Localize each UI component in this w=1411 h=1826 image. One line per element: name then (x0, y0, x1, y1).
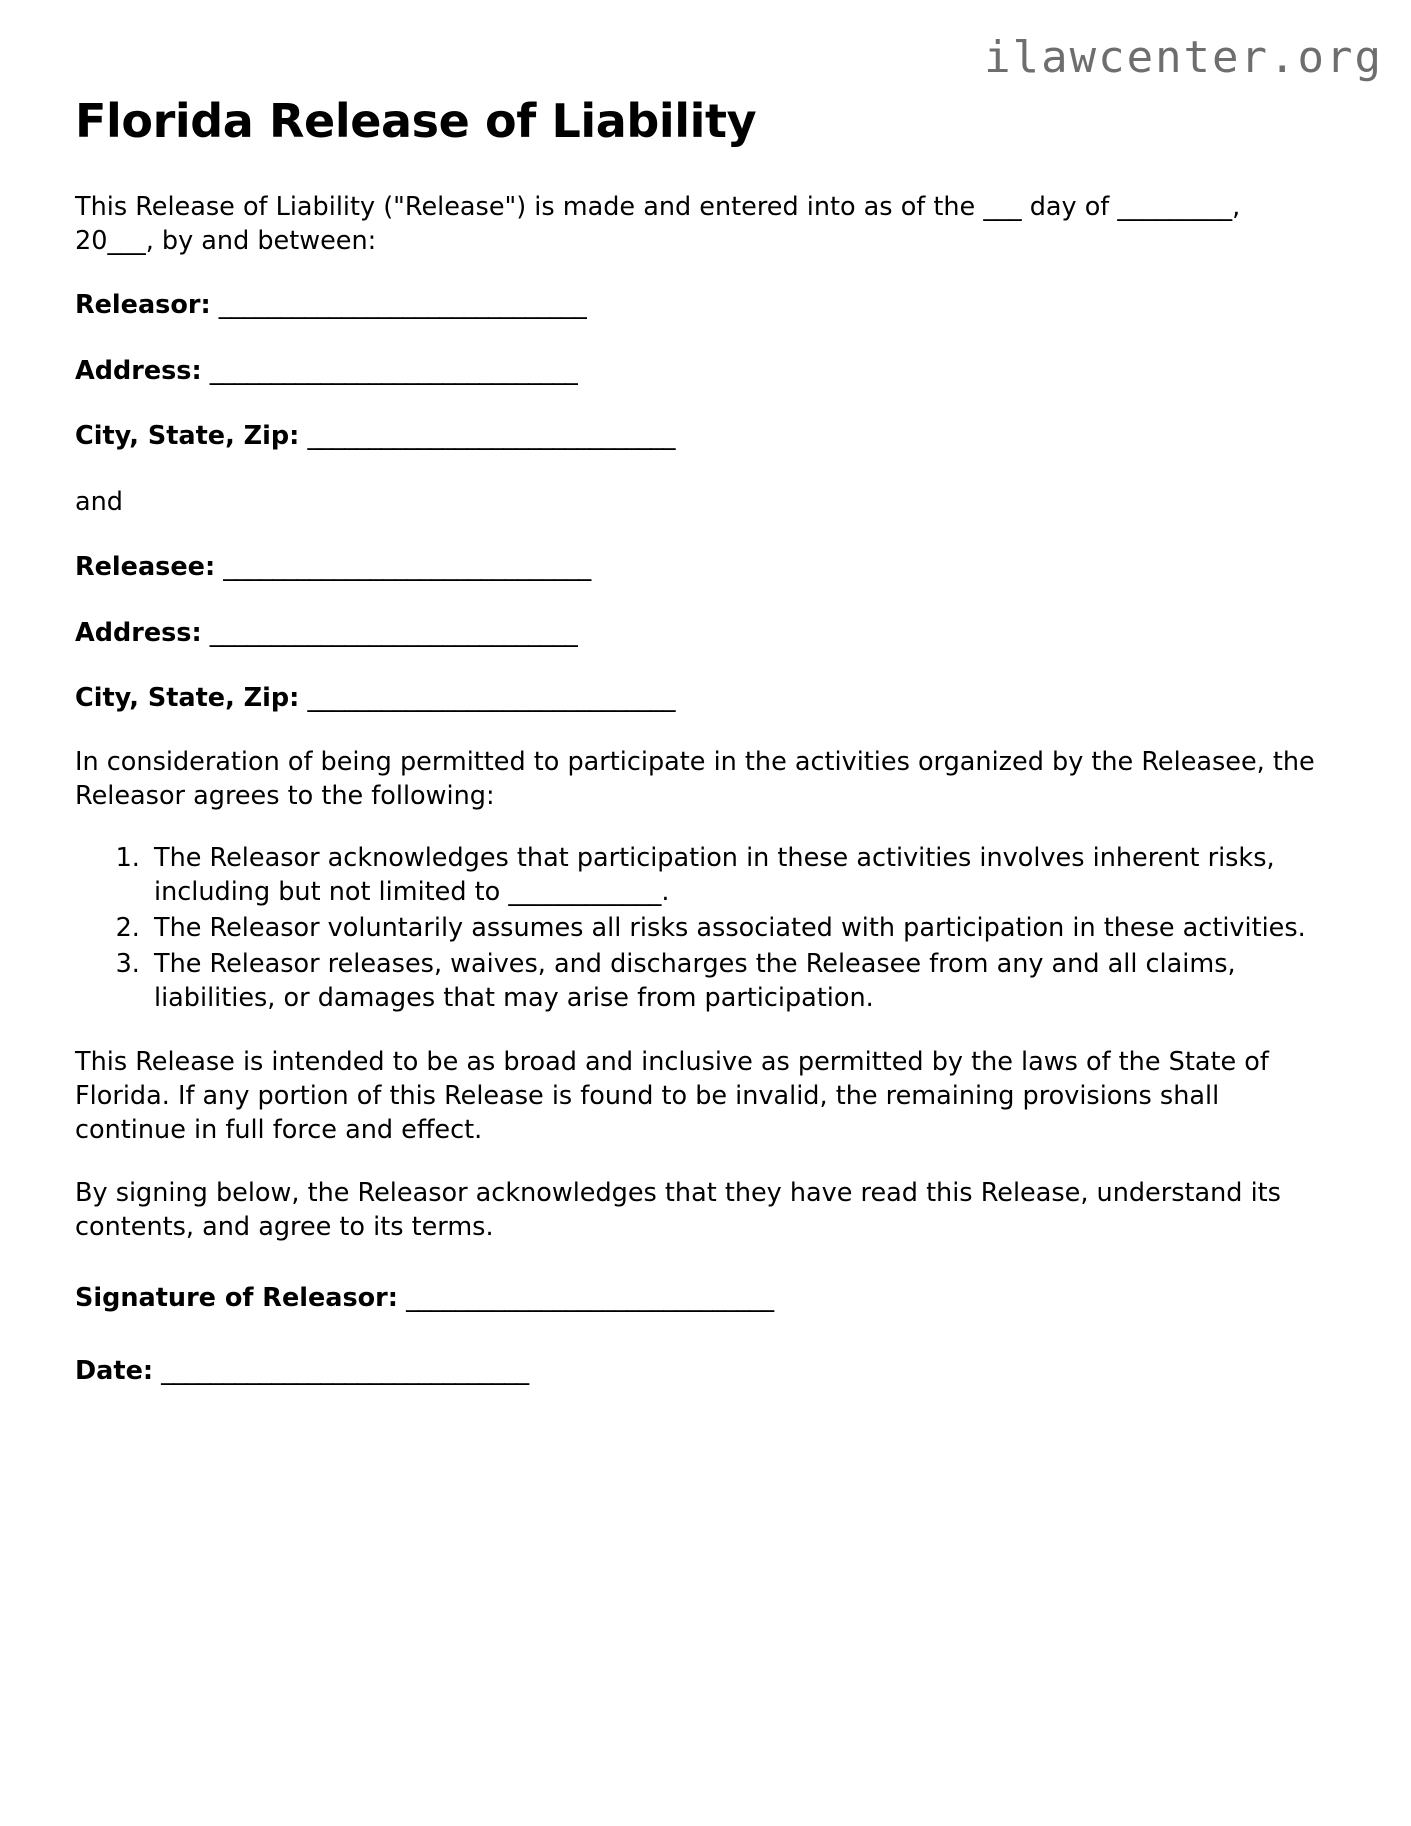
releasee-address-label: Address: (75, 617, 202, 648)
releasor-name-blank[interactable]: ______________________________ (218, 290, 587, 321)
releasee-city-label: City, State, Zip: (75, 682, 300, 713)
site-watermark: ilawcenter.org (984, 32, 1383, 83)
releasor-address-blank[interactable]: ______________________________ (209, 355, 578, 386)
releasee-address-blank[interactable]: ______________________________ (209, 617, 578, 648)
list-item: 2. The Releasor voluntarily assumes all risks associated with participation in these activities. (148, 912, 1325, 946)
conjunction-and: and (75, 486, 123, 517)
signature-row (75, 1281, 1325, 1315)
releasee-name-row (75, 550, 1325, 584)
consideration-paragraph: In consideration of being permitted to participate in the activities organized by the Releasee, the Releasor agrees to the following: (75, 747, 1315, 812)
page-title: Florida Release of Liability (75, 94, 757, 148)
terms-list (75, 842, 1325, 1016)
signature-label: Signature of Releasor: (75, 1283, 398, 1314)
releasee-city-blank[interactable]: ______________________________ (307, 682, 675, 713)
intro-paragraph: This Release of Liability ("Release") is made and entered into as of the ___ day of _________, 20___, by and between: (75, 191, 1241, 256)
releasee-address-row (75, 616, 1325, 650)
signature-block (75, 1281, 1325, 1388)
acknowledgment-paragraph: By signing below, the Releasor acknowledges that they have read this Release, understand its contents, and agree to its terms. (75, 1178, 1281, 1243)
date-blank[interactable]: ______________________________ (161, 1355, 529, 1386)
releasor-address-row (75, 354, 1325, 388)
date-row (75, 1354, 1325, 1388)
signature-blank[interactable]: ______________________________ (406, 1283, 774, 1314)
releasor-city-blank[interactable]: ______________________________ (307, 421, 675, 452)
releasee-name-label: Releasee: (75, 552, 216, 583)
list-item: 3. The Releasor releases, waives, and discharges the Releasee from any and all claims, liabilities, or damages that may arise from participation. (148, 948, 1325, 1016)
releasor-city-row (75, 419, 1325, 453)
releasor-name-row (75, 288, 1325, 322)
list-item: 1. The Releasor acknowledges that participation in these activities involves inherent risks, including but not limited to ____________. (148, 842, 1325, 910)
releasee-city-row (75, 681, 1325, 715)
document-content (75, 96, 1325, 1426)
severability-paragraph: This Release is intended to be as broad and inclusive as permitted by the laws of the State of Florida. If any portion of this Release is found to be invalid, the remaining provisions shall continue in full force and effect. (75, 1046, 1269, 1145)
releasee-name-blank[interactable]: ______________________________ (223, 552, 591, 583)
releasor-name-label: Releasor: (75, 290, 211, 321)
date-label: Date: (75, 1355, 154, 1386)
releasor-city-label: City, State, Zip: (75, 421, 300, 452)
releasor-address-label: Address: (75, 355, 202, 386)
